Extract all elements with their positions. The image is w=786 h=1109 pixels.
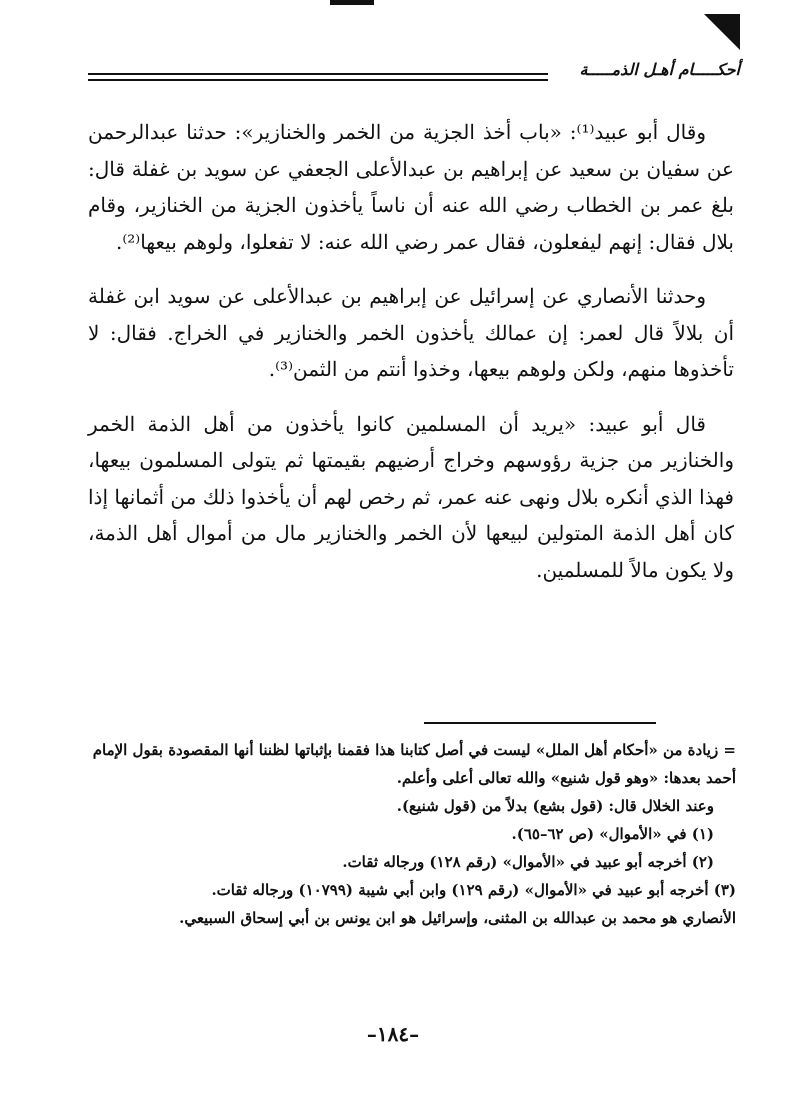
corner-triangle-icon — [704, 14, 740, 50]
paragraph-2: وحدثنا الأنصاري عن إسرائيل عن إبراهيم بن عبدالأعلى عن سويد ابن غفلة أن بلالاً قال لعمر: إن عمالك يأخذون الخمر والخنازير في الخراج. فقال: لا تأخذوها منهم، ولكن ولوهم بيعها، وخذوا أنتم من الثمن⁽³⁾. — [88, 284, 734, 381]
running-header — [88, 60, 740, 90]
paragraph-3: قال أبو عبيد: «يريد أن المسلمين كانوا يأخذون من أهل الذمة الخمر والخنازير من جزية رؤوسهم وخراج أرضيهم بقيمتها ثم يتولى المسلمون بيعها، فهذا الذي أنكره بلال ونهى عنه عمر، ثم رخص لهم أن يأخذوا ذلك من أثمانها إذا كان أهل الذمة المتولين لبيعها لأن الخمر والخنازير مال من أموال أهل الذمة، ولا يكون مالاً للمسلمين. — [88, 411, 734, 582]
top-edge-mark — [330, 0, 374, 5]
footnote-separator — [424, 722, 656, 724]
header-title: أحكـــــام أهـل الذمـــــة — [579, 60, 740, 79]
footnotes — [86, 736, 736, 932]
page-number: –١٨٤– — [366, 1022, 420, 1046]
footnote-khallal: وعند الخلال قال: (قول بشع) بدلاً من (قول شنيع). — [396, 797, 714, 815]
paragraph-1: وقال أبو عبيد⁽¹⁾: «باب أخذ الجزية من الخمر والخنازير»: حدثنا عبدالرحمن عن سفيان بن سعيد عن إبراهيم بن عبدالأعلى الجعفي عن سويد بن غفلة قال: بلغ عمر بن الخطاب رضي الله عنه أن ناساً يأخذون الجزية من الخنازير، وقام بلال فقال: إنهم ليفعلون، فقال عمر رضي الله عنه: لا تفعلوا، ولوهم بيعها⁽²⁾. — [88, 120, 734, 254]
header-rule-upper — [88, 73, 548, 75]
footnote-3: (٣) أخرجه أبو عبيد في «الأموال» (رقم ١٢٩) وابن أبي شيبة (١٠٧٩٩) ورجاله ثقات. — [211, 881, 736, 899]
footnote-3-note: الأنصاري هو محمد بن عبدالله بن المثنى، وإسرائيل هو ابن يونس بن أبي إسحاق السبيعي. — [179, 909, 736, 927]
footnote-continuation: = زيادة من «أحكام أهل الملل» ليست في أصل كتابنا هذا فقمنا بإثباتها لظننا أنها المقصودة بقول الإمام أحمد بعدها: «وهو قول شنيع» والله تعالى أعلى وأعلم. — [92, 741, 736, 787]
footnote-1: (١) في «الأموال» (ص ٦٢–٦٥). — [511, 825, 714, 843]
footnote-2: (٢) أخرجه أبو عبيد في «الأموال» (رقم ١٢٨) ورجاله ثقات. — [342, 853, 714, 871]
header-rule-lower — [88, 79, 548, 81]
main-body — [88, 114, 734, 606]
